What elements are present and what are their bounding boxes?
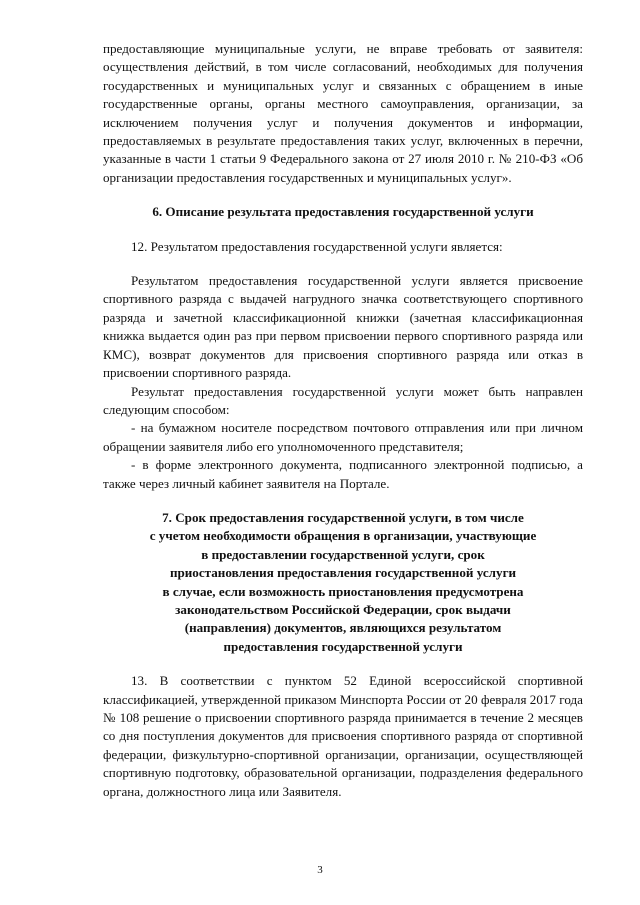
section-7-heading-line: с учетом необходимости обращения в организации, участвующие [149,528,537,544]
section-6-heading: 6. Описание результата предоставления государственной услуги [152,204,534,220]
section-7-heading-line: в предоставлении государственной услуги, срок [201,546,485,562]
page-number: 3 [317,864,323,876]
delivery-paragraph: Результат предоставления государственной услуги может быть направлен следующим способом: [103,383,583,417]
intro-paragraph: предоставляющие муниципальные услуги, не вправе требовать от заявителя: осуществления действий, в том числе согласований, необходимых для получения государственных и муниципальных услуг и связанных с обращением в иные государственные органы, органы местного самоуправления, организации, за исключением получения услуг и получения документов и информации, предоставляемых в результате предоставления таких услуг, включенных в перечни, указанные в части 1 статьи 9 Федерального закона от 27 июля 2010 г. № 210-ФЗ «Об организации предоставления государственных и муниципальных услуг». [103,41,583,185]
section-7-heading-line: законодательством Российской Федерации, срок выдачи [175,601,511,617]
document-page [103,40,583,801]
delivery-bullet-paper: - на бумажном носителе посредством почтового отправления или при личном обращении заявителя либо его уполномоченного представителя; [103,420,583,454]
section-7-heading-line: 7. Срок предоставления государственной услуги, в том числе [162,509,524,525]
paragraph-13: 13. В соответствии с пунктом 52 Единой всероссийской спортивной классификацией, утвержденной приказом Минспорта России от 20 февраля 2017 года № 108 решение о присвоении спортивного разряда принимается в течение 2 месяцев со дня поступления документов для присвоения спортивного разряда от спортивной федерации, физкультурно-спортивной организации, организации, осуществляющей спортивную подготовку, образовательной организации, подразделения федерального органа, должностного лица или Заявителя. [103,673,583,799]
paragraph-12: 12. Результатом предоставления государственной услуги является: [131,238,503,254]
section-7-heading [103,509,583,656]
section-7-heading-line: в случае, если возможность приостановления предусмотрена [162,583,524,599]
section-7-heading-line: предоставления государственной услуги [223,638,463,654]
result-paragraph: Результатом предоставления государственной услуги является присвоение спортивного разряда с выдачей нагрудного значка соответствующего спортивного разряда и зачетной классификационной книжки (зачетная классификационная книжка выдается один раз при первом присвоении первого спортивного разряда или КМС), возврат документов для присвоения спортивного разряда или отказ в присвоении спортивного разряда. [103,273,583,381]
section-7-heading-line: (направления) документов, являющихся результатом [184,620,502,636]
delivery-bullet-electronic: - в форме электронного документа, подписанного электронной подписью, а также через личный кабинет заявителя на Портале. [103,457,583,491]
section-7-heading-line: приостановления предоставления государственной услуги [169,565,517,581]
